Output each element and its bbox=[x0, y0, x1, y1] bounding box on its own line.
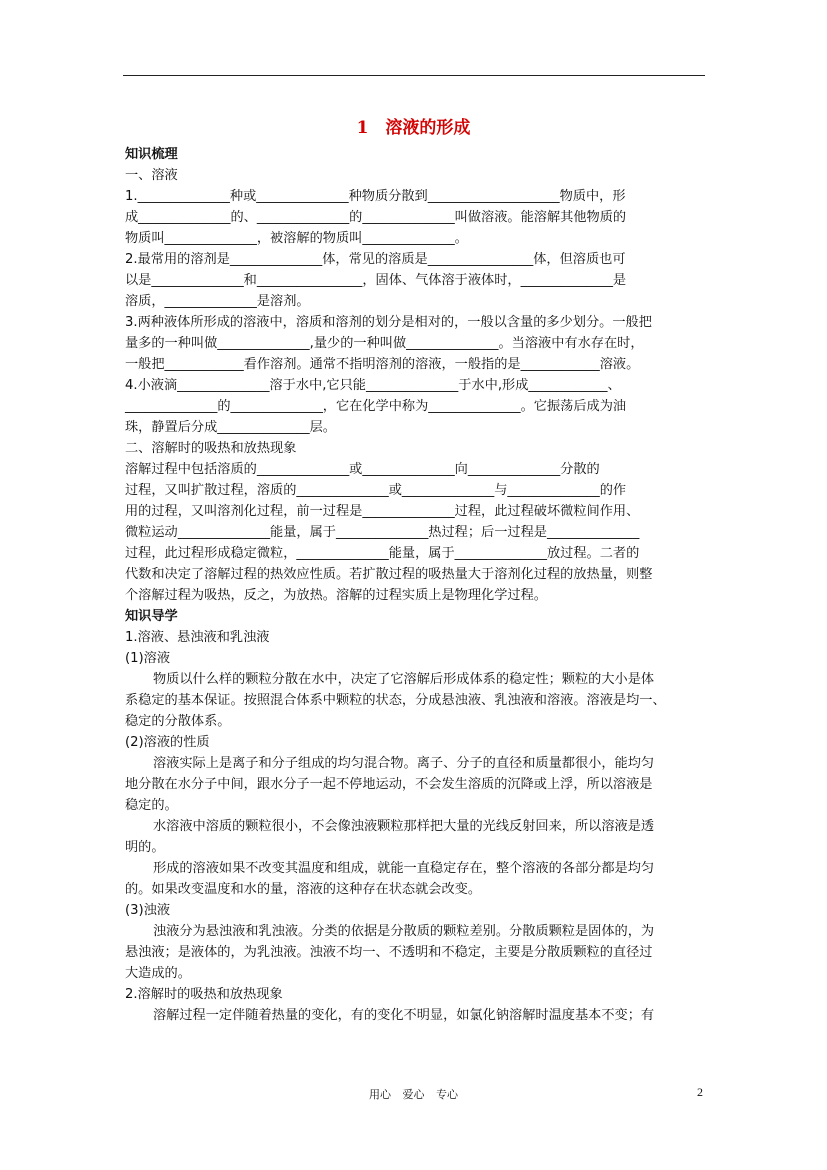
text-line: 浊液分为悬浊液和乳浊液。分类的依据是分散质的颗粒差别。分散质颗粒是固体的，为 bbox=[153, 924, 655, 939]
text-line: 珠，静置后分成______________层。 bbox=[125, 420, 336, 435]
text-line: 形成的溶液如果不改变其温度和组成，就能一直稳定存在，整个溶液的各部分都是均匀 bbox=[153, 861, 655, 876]
text-line: 水溶液中溶质的颗粒很小，不会像浊液颗粒那样把大量的光线反射回来，所以溶液是透 bbox=[153, 819, 655, 834]
text-line: (2)溶液的性质 bbox=[125, 735, 210, 750]
text-line: 过程，此过程形成稳定微粒，______________能量，属于______________放过程。二者的 bbox=[125, 546, 640, 561]
text-line: 用的过程，又叫溶剂化过程，前一过程是______________过程，此过程破坏微粒间作用、 bbox=[125, 504, 640, 519]
text-line: 溶液实际上是离子和分子组成的均匀混合物。离子、分子的直径和质量都很小，能均匀 bbox=[153, 756, 655, 771]
text-line: 以是______________和________________，固体、气体溶于液体时，______________是 bbox=[125, 273, 627, 288]
text-line: 微粒运动______________能量，属于______________热过程；后一过程是______________ bbox=[125, 525, 640, 540]
text-line: 物质以什么样的颗粒分散在水中，决定了它溶解后形成体系的稳定性；颗粒的大小是体 bbox=[153, 672, 655, 687]
section-heading: 知识梳理 bbox=[125, 147, 178, 162]
document-body bbox=[125, 144, 705, 1026]
text-line: 的。如果改变温度和水的量，溶液的这种存在状态就会改变。 bbox=[125, 882, 482, 897]
text-line: 悬浊液；是液体的，为乳浊液。浊液不均一、不透明和不稳定，主要是分散质颗粒的直径过 bbox=[125, 945, 653, 960]
text-line: 过程，又叫扩散过程，溶质的______________或______________与______________的作 bbox=[125, 483, 627, 498]
text-line: (3)浊液 bbox=[125, 903, 171, 918]
text-line: 溶解过程中包括溶质的______________或______________向______________分散的 bbox=[125, 462, 600, 477]
text-line: 一般把____________看作溶剂。通常不指明溶剂的溶液，一般指的是____________溶液。 bbox=[125, 357, 640, 372]
text-line: 4.小液滴______________溶于水中,它只能______________于水中,形成____________、 bbox=[125, 378, 621, 393]
text-line: 稳定的分散体系。 bbox=[125, 714, 231, 729]
page-number: 2 bbox=[697, 1085, 703, 1099]
text-line: 明的。 bbox=[125, 840, 165, 855]
text-line: 代数和决定了溶解过程的热效应性质。若扩散过程的吸热量大于溶剂化过程的放热量，则整 bbox=[125, 567, 653, 582]
text-line: 系稳定的基本保证。按照混合体系中颗粒的状态，分成悬浊液、乳浊液和溶液。溶液是均一、 bbox=[125, 693, 666, 708]
text-line: 溶解过程一定伴随着热量的变化，有的变化不明显，如氯化钠溶解时温度基本不变；有 bbox=[153, 1008, 655, 1023]
text-line: 物质叫______________，被溶解的物质叫______________。 bbox=[125, 231, 468, 246]
text-line: 2.最常用的溶剂是______________体，常见的溶质是________________体，但溶质也可 bbox=[125, 252, 626, 267]
header-rule bbox=[123, 75, 705, 76]
text-line: 1.______________种或______________种物质分散到____________________物质中，形 bbox=[125, 189, 626, 204]
text-line: 2.溶解时的吸热和放热现象 bbox=[125, 987, 283, 1002]
text-line: 成______________的、______________的______________叫做溶液。能溶解其他物质的 bbox=[125, 210, 627, 225]
footer-motto: 用心 爱心 专心 bbox=[369, 1088, 458, 1101]
text-line: 二、溶解时的吸热和放热现象 bbox=[125, 441, 297, 456]
text-line: 稳定的。 bbox=[125, 798, 178, 813]
text-line: (1)溶液 bbox=[125, 651, 171, 666]
text-line: ______________的______________，它在化学中称为______________。它振荡后成为油 bbox=[125, 399, 627, 414]
text-line: 1.溶液、悬浊液和乳浊液 bbox=[125, 630, 270, 645]
page-title: 1 溶液的形成 bbox=[356, 118, 471, 138]
text-line: 量多的一种叫做______________,量少的一种叫做______________。当溶液中有水存在时， bbox=[125, 336, 644, 351]
text-line: 一、溶液 bbox=[125, 168, 178, 183]
text-line: 个溶解过程为吸热，反之，为放热。溶解的过程实质上是物理化学过程。 bbox=[125, 588, 547, 603]
text-line: 溶质，______________是溶剂。 bbox=[125, 294, 310, 309]
text-line: 地分散在水分子中间，跟水分子一起不停地运动，不会发生溶质的沉降或上浮，所以溶液是 bbox=[125, 777, 653, 792]
text-line: 3.两种液体所形成的溶液中，溶质和溶剂的划分是相对的，一般以含量的多少划分。一般把 bbox=[125, 315, 652, 330]
section-heading: 知识导学 bbox=[125, 609, 178, 624]
text-line: 大造成的。 bbox=[125, 966, 191, 981]
